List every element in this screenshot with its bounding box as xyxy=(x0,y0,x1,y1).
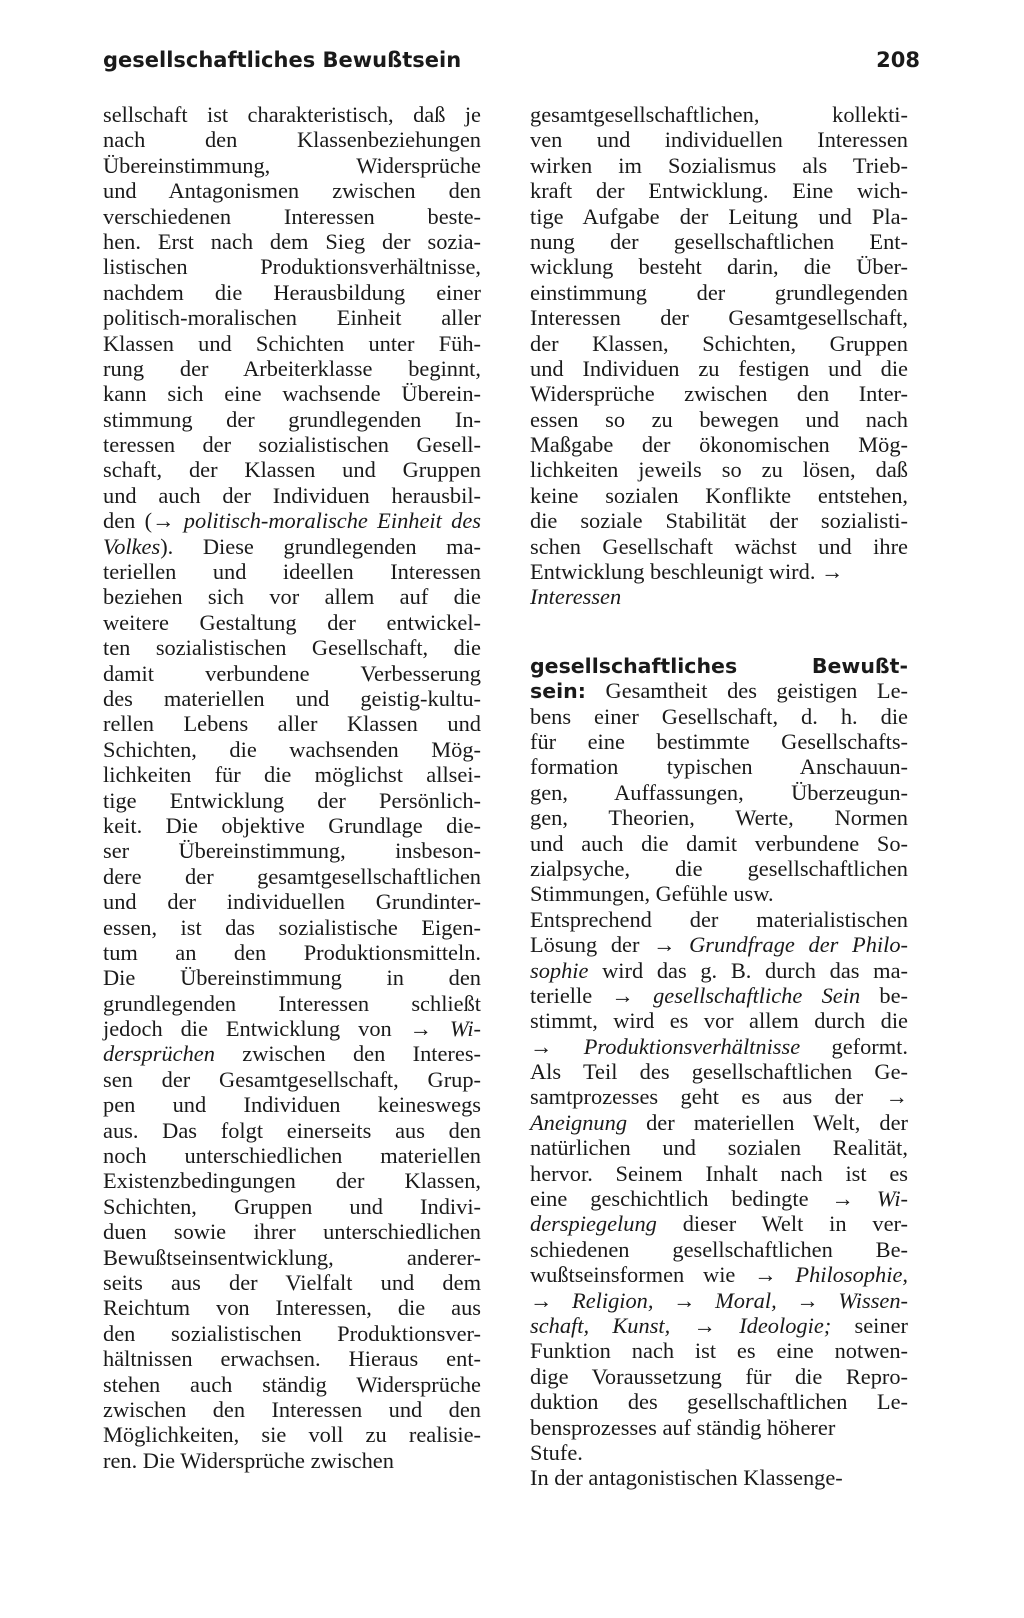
entry-headword: gesellschaftliches Bewußt- xyxy=(530,653,908,678)
text-line: schaft, der Klassen und Gruppen xyxy=(103,457,481,483)
text-line: tige Aufgabe der Leitung und Pla- xyxy=(530,203,908,229)
text-run: → xyxy=(776,1287,839,1313)
text-line: Schichten, die wachsenden Mög- xyxy=(103,736,481,762)
text-line: schiedenen gesellschaftlichen Be- xyxy=(530,1236,908,1262)
text-line: essen, ist das sozialistische Eigen- xyxy=(103,914,481,940)
text-line xyxy=(530,932,908,957)
text-line: des materiellen und geistig-kultu- xyxy=(103,685,481,711)
text-line: den sozialistischen Produktionsver- xyxy=(103,1320,481,1346)
right-column xyxy=(530,102,908,1491)
text-line: bens einer Gesellschaft, d. h. die xyxy=(530,703,908,729)
text-line: tige Entwicklung der Persönlich- xyxy=(103,787,481,813)
text-line: listischen Produktionsverhältnisse, xyxy=(103,254,481,280)
text-line xyxy=(103,534,481,559)
cross-reference: Wi- xyxy=(449,1016,481,1042)
text-line: beziehen sich vor allem auf die xyxy=(103,584,481,610)
text-line: ser Übereinstimmung, insbeson- xyxy=(103,838,481,864)
text-line: nung der gesellschaftlichen Ent- xyxy=(530,228,908,254)
text-line: stimmung der grundlegenden In- xyxy=(103,406,481,432)
text-line: Reichtum von Interessen, die aus xyxy=(103,1295,481,1321)
text-line: stehen auch ständig Widersprüche xyxy=(103,1371,481,1397)
text-run: dieser Welt in ver- xyxy=(656,1211,908,1237)
text-line: tum an den Produktionsmitteln. xyxy=(103,939,481,965)
text-line: ren. Die Widersprüche zwischen xyxy=(103,1447,394,1473)
text-line: die soziale Stabilität der sozialisti- xyxy=(530,508,908,534)
text-line: seits aus der Vielfalt und dem xyxy=(103,1269,481,1295)
text-line: Übereinstimmung, Widersprüche xyxy=(103,152,481,178)
text-line: nachdem die Herausbildung einer xyxy=(103,279,481,305)
cross-reference: Volkes xyxy=(103,533,161,559)
text-line: ven und individuellen Interessen xyxy=(530,127,908,153)
text-line: Entwicklung beschleunigt wird. → xyxy=(530,559,844,585)
text-line: Widersprüche zwischen den Inter- xyxy=(530,381,908,407)
text-line: duen sowie ihrer unterschiedlichen xyxy=(103,1219,481,1245)
cross-reference: Produktionsverhältnisse xyxy=(583,1033,801,1059)
text-line xyxy=(530,653,908,678)
text-line xyxy=(530,584,908,609)
text-line xyxy=(103,1041,481,1066)
text-line: Existenzbedingungen der Klassen, xyxy=(103,1168,481,1194)
text-run: Gesamtheit des geistigen Le- xyxy=(585,678,908,704)
text-line: sellschaft ist charakteristisch, daß je xyxy=(103,102,481,127)
text-line xyxy=(530,983,908,1008)
text-line: noch unterschiedlichen materiellen xyxy=(103,1143,481,1169)
text-line xyxy=(530,1262,908,1287)
page-header xyxy=(103,48,920,82)
text-line: für eine bestimmte Gesellschafts- xyxy=(530,728,908,754)
text-line: weitere Gestaltung der entwickel- xyxy=(103,609,481,635)
text-run: → xyxy=(530,1033,584,1059)
text-run: → xyxy=(653,1287,716,1313)
page-number: 208 xyxy=(876,48,920,72)
cross-reference: politisch-moralische Einheit des xyxy=(183,508,481,534)
text-line: hervor. Seinem Inhalt nach ist es xyxy=(530,1160,908,1186)
text-line: Klassen und Schichten unter Füh- xyxy=(103,330,481,356)
text-run: geformt. xyxy=(800,1033,908,1059)
text-run: → xyxy=(530,1287,573,1313)
text-line: hältnissen erwachsen. Hieraus ent- xyxy=(103,1346,481,1372)
text-run: Lösung der → xyxy=(530,932,690,958)
text-line: Interessen der Gesamtgesellschaft, xyxy=(530,305,908,331)
text-line: gen, Auffassungen, Überzeugun- xyxy=(530,779,908,805)
cross-reference: Religion, xyxy=(572,1287,654,1313)
text-line: Bewußtseinsentwicklung, anderer- xyxy=(103,1244,481,1270)
text-line: aus. Das folgt einerseits aus den xyxy=(103,1117,481,1143)
text-line: formation typischen Anschauun- xyxy=(530,754,908,780)
text-line: gen, Theorien, Werte, Normen xyxy=(530,805,908,831)
text-line: keine sozialen Konflikte entstehen, xyxy=(530,482,908,508)
text-line: sen der Gesamtgesellschaft, Grup- xyxy=(103,1066,481,1092)
text-line xyxy=(530,1186,908,1211)
text-line: verschiedenen Interessen beste- xyxy=(103,203,481,229)
text-line xyxy=(530,958,908,983)
text-line: teressen der sozialistischen Gesell- xyxy=(103,432,481,458)
text-line xyxy=(530,1313,908,1338)
text-run: jedoch die Entwicklung von → xyxy=(103,1016,450,1042)
cross-reference: Moral, xyxy=(715,1287,777,1313)
text-line: stimmt, wird es vor allem durch die xyxy=(530,1008,908,1034)
left-column xyxy=(103,102,481,1473)
text-line xyxy=(530,1211,908,1236)
text-line: keit. Die objektive Grundlage die- xyxy=(103,812,481,838)
text-line: Die Übereinstimmung in den xyxy=(103,965,481,991)
text-line: und auch die damit verbundene So- xyxy=(530,830,908,856)
text-line: dige Voraussetzung für die Repro- xyxy=(530,1363,908,1389)
text-line: bensprozesses auf ständig höherer xyxy=(530,1414,836,1440)
text-line: zialpsyche, die gesellschaftlichen xyxy=(530,855,908,881)
running-head: gesellschaftliches Bewußtsein xyxy=(103,48,462,72)
text-line: pen und Individuen keineswegs xyxy=(103,1092,481,1118)
text-line xyxy=(530,678,908,703)
text-line xyxy=(530,1110,908,1135)
text-run: ). Diese grundlegenden ma- xyxy=(160,533,481,559)
text-line: natürlichen und sozialen Realität, xyxy=(530,1135,908,1161)
text-line: wicklung besteht darin, die Über- xyxy=(530,254,908,280)
text-line: und auch der Individuen herausbil- xyxy=(103,482,481,508)
cross-reference: Interessen xyxy=(530,584,622,610)
cross-reference: Aneignung xyxy=(530,1109,628,1135)
cross-reference: Philosophie, xyxy=(795,1262,908,1288)
text-run: wird das g. B. durch das ma- xyxy=(588,957,908,983)
text-line: schen Gesellschaft wächst und ihre xyxy=(530,533,908,559)
text-line: zwischen den Interessen und den xyxy=(103,1396,481,1422)
text-run: be- xyxy=(860,982,908,1008)
text-line: hen. Erst nach dem Sieg der sozia- xyxy=(103,228,481,254)
cross-reference: schaft, Kunst, xyxy=(530,1312,671,1338)
cross-reference: gesellschaftliche Sein xyxy=(653,982,861,1008)
text-line: grundlegenden Interessen schließt xyxy=(103,990,481,1016)
text-run: → xyxy=(670,1312,740,1338)
text-line: politisch-moralischen Einheit aller xyxy=(103,305,481,331)
text-line: und Antagonismen zwischen den xyxy=(103,178,481,204)
text-line: kann sich eine wachsende Überein- xyxy=(103,381,481,407)
text-line: duktion des gesellschaftlichen Le- xyxy=(530,1389,908,1415)
cross-reference: Grundfrage der Philo- xyxy=(689,932,908,958)
text-line: gesamtgesellschaftlichen, kollekti- xyxy=(530,102,908,127)
text-line: Maßgabe der ökonomischen Mög- xyxy=(530,432,908,458)
text-line: und Individuen zu festigen und die xyxy=(530,355,908,381)
text-line: In der antagonistischen Klassenge- xyxy=(530,1465,843,1491)
text-line: der Klassen, Schichten, Gruppen xyxy=(530,330,908,356)
text-line: ten sozialistischen Gesellschaft, die xyxy=(103,635,481,661)
entry-headword: sein: xyxy=(530,679,586,704)
cross-reference: Wi- xyxy=(876,1186,908,1212)
text-line: wirken im Sozialismus als Trieb- xyxy=(530,152,908,178)
text-line: damit verbundene Verbesserung xyxy=(103,660,481,686)
text-line: kraft der Entwicklung. Eine wich- xyxy=(530,178,908,204)
text-run: der materiellen Welt, der xyxy=(627,1109,908,1135)
text-line xyxy=(103,1016,481,1041)
cross-reference: Wissen- xyxy=(838,1287,908,1313)
text-run: wußtseinsformen wie → xyxy=(530,1262,796,1288)
text-line: einstimmung der grundlegenden xyxy=(530,279,908,305)
text-line: Entsprechend der materialistischen xyxy=(530,906,908,932)
text-line: essen so zu bewegen und nach xyxy=(530,406,908,432)
text-run: den (→ xyxy=(103,508,184,534)
text-line: Schichten, Gruppen und Indivi- xyxy=(103,1193,481,1219)
text-run: seiner xyxy=(831,1312,908,1338)
cross-reference: sophie xyxy=(530,957,589,983)
text-line: Möglichkeiten, sie voll zu realisie- xyxy=(103,1422,481,1448)
text-line: Als Teil des gesellschaftlichen Ge- xyxy=(530,1059,908,1085)
cross-reference: dersprüchen xyxy=(103,1041,215,1067)
text-run: terielle → xyxy=(530,982,654,1008)
text-line: Stimmungen, Gefühle usw. xyxy=(530,881,774,907)
text-run: eine geschichtlich bedingte → xyxy=(530,1186,877,1212)
text-line xyxy=(530,1034,908,1059)
text-line: lichkeiten für die möglichst allsei- xyxy=(103,762,481,788)
text-line: Stufe. xyxy=(530,1439,583,1465)
text-run: zwischen den Interes- xyxy=(214,1041,481,1067)
text-line: rung der Arbeiterklasse beginnt, xyxy=(103,355,481,381)
text-line xyxy=(530,1288,908,1313)
cross-reference: derspiegelung xyxy=(530,1211,657,1237)
text-line: Funktion nach ist es eine notwen- xyxy=(530,1338,908,1364)
cross-reference: Ideologie; xyxy=(739,1312,832,1338)
text-line: teriellen und ideellen Interessen xyxy=(103,559,481,585)
text-line: und der individuellen Grundinter- xyxy=(103,889,481,915)
text-line: samtprozesses geht es aus der → xyxy=(530,1084,908,1110)
text-line: nach den Klassenbeziehungen xyxy=(103,127,481,153)
entry-separator xyxy=(530,610,908,653)
text-line: rellen Lebens aller Klassen und xyxy=(103,711,481,737)
text-line: dere der gesamtgesellschaftlichen xyxy=(103,863,481,889)
text-line: lichkeiten jeweils so zu lösen, daß xyxy=(530,457,908,483)
text-line xyxy=(103,508,481,533)
